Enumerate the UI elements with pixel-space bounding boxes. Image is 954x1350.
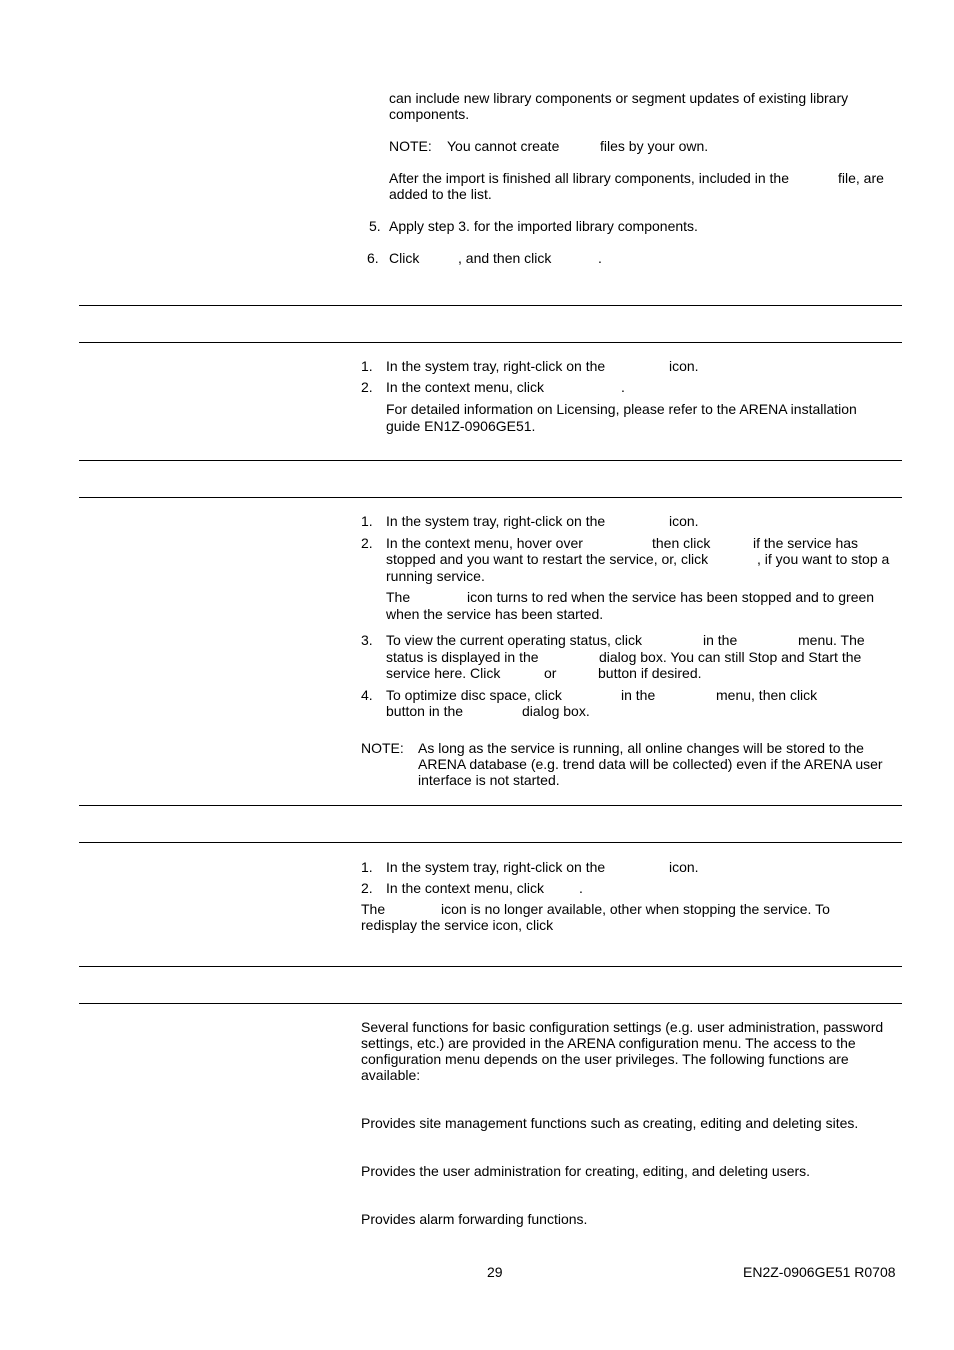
icon-status-text: The xyxy=(386,589,411,605)
step-number: 2. xyxy=(361,880,373,896)
step-text: in the xyxy=(703,632,738,648)
config-intro-line: Several functions for basic configuration settings (e.g. user administration, password xyxy=(361,1019,884,1035)
step-text: In the context menu, hover over xyxy=(386,535,583,551)
intro-line-2: components. xyxy=(389,106,470,122)
step-text: dialog box. xyxy=(522,703,590,719)
note-label: NOTE: xyxy=(361,740,404,756)
step-text: in the xyxy=(621,687,656,703)
step-text: service here. Click xyxy=(386,665,501,681)
after-import-text-a: After the import is finished all library components, included in the xyxy=(389,170,789,186)
icon-status-text: icon turns to red when the service has been stopped and to green xyxy=(467,589,875,605)
step-text: menu. The xyxy=(798,632,865,648)
after-import-text-c: added to the list. xyxy=(389,186,492,202)
step-text: or xyxy=(544,665,557,681)
section-divider xyxy=(79,805,902,806)
step-text: icon. xyxy=(669,859,699,875)
licensing-info-line-1: For detailed information on Licensing, please refer to the ARENA installation xyxy=(386,401,857,417)
hide-info-text: icon is no longer available, other when stopping the service. To xyxy=(441,901,830,917)
step-text: . xyxy=(621,379,625,395)
note-text-a: You cannot create xyxy=(447,138,560,154)
step-text: running service. xyxy=(386,568,485,584)
step-text: then click xyxy=(652,535,711,551)
step-6-text-b: , and then click xyxy=(458,250,552,266)
note-text: ARENA database (e.g. trend data will be collected) even if the ARENA user xyxy=(418,756,883,772)
section-divider xyxy=(79,497,902,498)
step-6-text-c: . xyxy=(598,250,602,266)
step-text: To view the current operating status, click xyxy=(386,632,643,648)
step-text: button if desired. xyxy=(598,665,702,681)
step-text: In the system tray, right-click on the xyxy=(386,859,606,875)
config-intro-line: configuration menu depends on the user privileges. The following functions are xyxy=(361,1051,849,1067)
step-text: icon. xyxy=(669,513,699,529)
step-6-text-a: Click xyxy=(389,250,420,266)
sites-description: Provides site management functions such as creating, editing and deleting sites. xyxy=(361,1115,859,1131)
step-text: In the context menu, click xyxy=(386,379,544,395)
note-text-b: files by your own. xyxy=(600,138,709,154)
intro-line-1: can include new library components or segment updates of existing library xyxy=(389,90,849,106)
section-divider xyxy=(79,342,902,343)
step-6-number: 6. xyxy=(367,250,379,266)
note-label: NOTE: xyxy=(389,138,432,154)
step-text: menu, then click xyxy=(716,687,818,703)
after-import-text-b: file, are xyxy=(838,170,884,186)
step-text: icon. xyxy=(669,358,699,374)
step-text: stopped and you want to restart the service, or, click xyxy=(386,551,709,567)
section-divider xyxy=(79,1003,902,1004)
step-number: 4. xyxy=(361,687,373,703)
note-text: As long as the service is running, all online changes will be stored to the xyxy=(418,740,864,756)
page-number: 29 xyxy=(487,1264,503,1280)
users-description: Provides the user administration for creating, editing, and deleting users. xyxy=(361,1163,811,1179)
step-text: In the system tray, right-click on the xyxy=(386,513,606,529)
section-divider xyxy=(79,966,902,967)
step-number: 2. xyxy=(361,535,373,551)
section-divider xyxy=(79,305,902,306)
step-text: if the service has xyxy=(753,535,859,551)
step-text: , if you want to stop a xyxy=(757,551,890,567)
step-text: To optimize disc space, click xyxy=(386,687,562,703)
config-intro-line: available: xyxy=(361,1067,421,1083)
section-divider xyxy=(79,460,902,461)
step-number: 3. xyxy=(361,632,373,648)
alarm-forwarding-description: Provides alarm forwarding functions. xyxy=(361,1211,588,1227)
hide-info-text: redisplay the service icon, click xyxy=(361,917,554,933)
step-number: 1. xyxy=(361,358,373,374)
config-intro-line: settings, etc.) are provided in the ARENA configuration menu. The access to the xyxy=(361,1035,856,1051)
section-divider xyxy=(79,842,902,843)
step-5-text: Apply step 3. for the imported library components. xyxy=(389,218,698,234)
step-number: 2. xyxy=(361,379,373,395)
step-text: dialog box. You can still Stop and Start the xyxy=(599,649,862,665)
step-text: status is displayed in the xyxy=(386,649,539,665)
step-text: . xyxy=(579,880,583,896)
step-number: 1. xyxy=(361,859,373,875)
note-text: interface is not started. xyxy=(418,772,560,788)
step-5-number: 5. xyxy=(369,218,381,234)
icon-status-text: when the service has been started. xyxy=(386,606,604,622)
step-text: button in the xyxy=(386,703,464,719)
step-text: In the context menu, click xyxy=(386,880,544,896)
hide-info-text: The xyxy=(361,901,386,917)
licensing-info-line-2: guide EN1Z-0906GE51. xyxy=(386,418,536,434)
step-text: In the system tray, right-click on the xyxy=(386,358,606,374)
document-code: EN2Z-0906GE51 R0708 xyxy=(743,1264,896,1280)
step-number: 1. xyxy=(361,513,373,529)
